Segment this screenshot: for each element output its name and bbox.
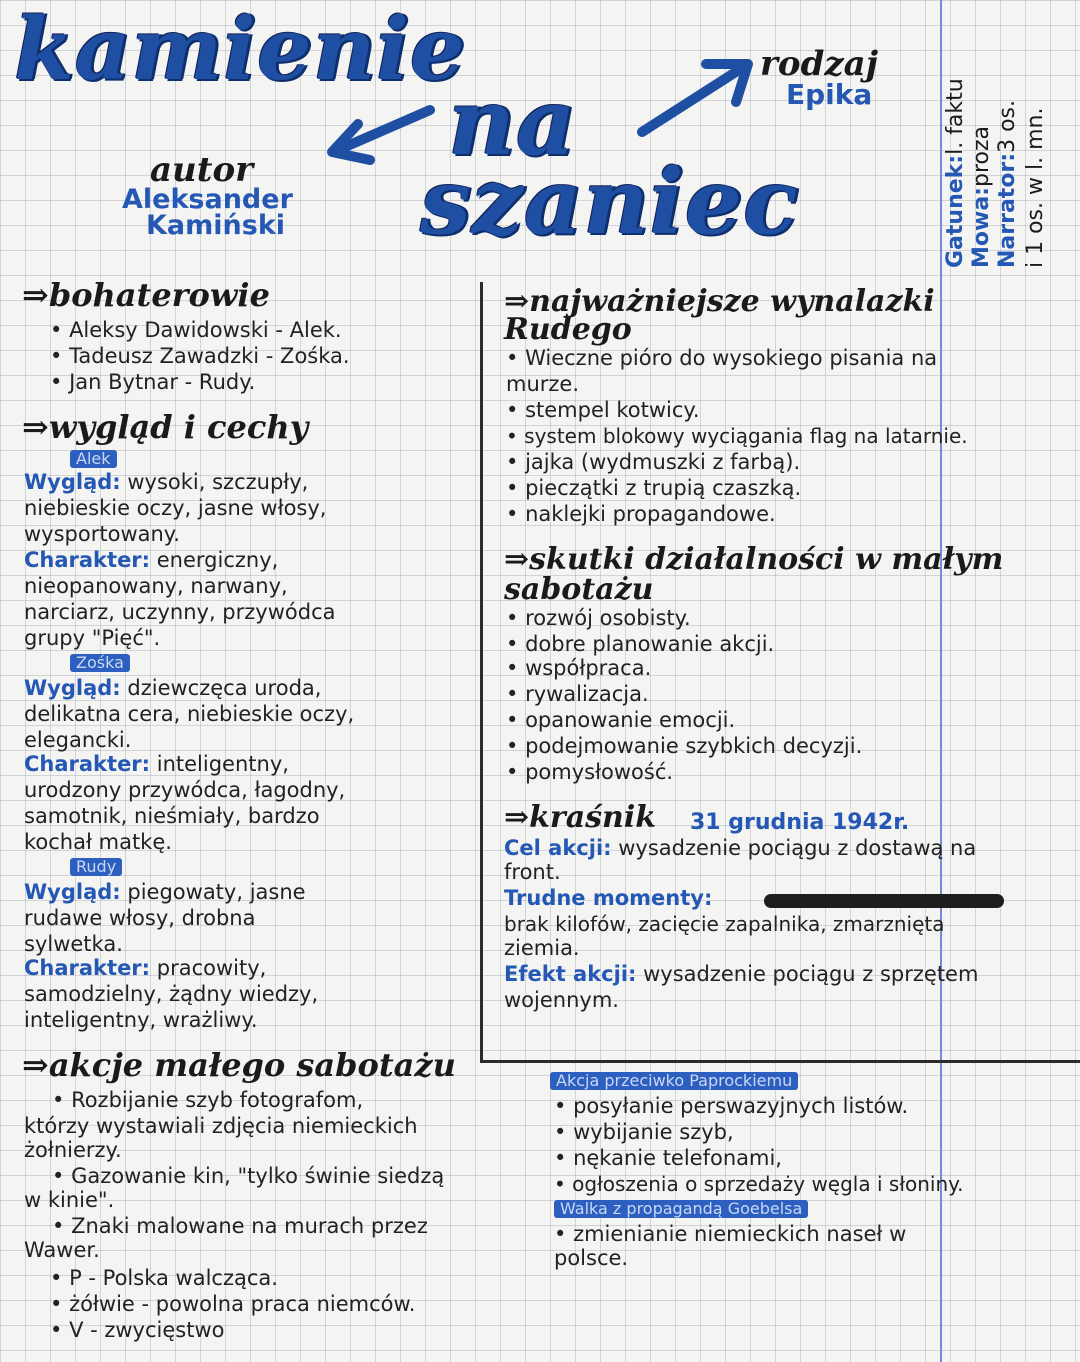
- krasnik-date: 31 grudnia 1942r.: [690, 810, 910, 835]
- skutki-heading: ⇒skutki działalności w małym: [504, 542, 1004, 577]
- skutki-item: • rywalizacja.: [506, 682, 649, 706]
- alek-look-line: Wygląd: wysoki, szczupły,: [24, 470, 309, 494]
- akcje-line: żołnierzy.: [24, 1138, 122, 1162]
- author-name-line1: Aleksander: [122, 184, 293, 215]
- alek-char-line: Charakter: energiczny,: [24, 548, 279, 572]
- tag-zoska: Zośka: [70, 654, 130, 672]
- skutki-item: • podejmowanie szybkich decyzji.: [506, 734, 863, 758]
- wyglad-heading: ⇒wygląd i cechy: [22, 408, 309, 446]
- skutki-item: • rozwój osobisty.: [506, 606, 691, 630]
- krasnik-efekt-line: Efekt akcji: wysadzenie pociągu z sprzętem: [504, 962, 979, 986]
- akcje-heading: ⇒akcje małego sabotażu: [22, 1046, 456, 1084]
- wynalazki-item: • Wieczne pióro do wysokiego pisania na: [506, 346, 938, 370]
- zoska-char-line: samotnik, nieśmiały, bardzo: [24, 804, 320, 828]
- rudy-char-line: inteligentny, wrażliwy.: [24, 1008, 258, 1032]
- bohaterowie-heading: ⇒bohaterowie: [22, 276, 270, 314]
- rudy-char-line: samodzielny, żądny wiedzy,: [24, 982, 319, 1006]
- propaganda-item: • zmienianie niemieckich naseł w: [554, 1222, 907, 1246]
- skutki-item: • pomysłowość.: [506, 760, 674, 784]
- tag-alek: Alek: [70, 450, 117, 468]
- krasnik-cel-line: front.: [504, 860, 561, 884]
- genre-value: Epika: [786, 78, 873, 111]
- side-note-narrator-value: 3 os.: [995, 100, 1020, 153]
- rudy-look-line: sylwetka.: [24, 932, 123, 956]
- side-note-gatunek-value: l. faktu: [943, 78, 968, 155]
- side-note-mowa: [970, 126, 994, 268]
- tag-paprocki: Akcja przeciwko Paprockiemu: [550, 1072, 798, 1090]
- column-divider: [480, 282, 483, 1062]
- crossed-out-scribble: [764, 894, 1004, 908]
- akcje-sub-item: • P - Polska walcząca.: [50, 1266, 278, 1290]
- side-note-mowa-value: proza: [969, 126, 994, 188]
- list-item: • Aleksy Dawidowski - Alek.: [50, 318, 342, 342]
- zoska-look-line: Wygląd: dziewczęca uroda,: [24, 676, 322, 700]
- arrow-right-icon: [632, 52, 762, 142]
- akcje-sub-item: • żółwie - powolna praca niemców.: [50, 1292, 416, 1316]
- akcje-sub-item: • V - zwycięstwo: [50, 1318, 225, 1342]
- wynalazki-heading: ⇒najważniejsze wynalazki: [504, 284, 935, 319]
- paprocki-item: • posyłanie perswazyjnych listów.: [554, 1094, 909, 1118]
- tag-propaganda: Walka z propagandą Goebelsa: [554, 1200, 808, 1218]
- propaganda-item: polsce.: [554, 1246, 629, 1270]
- rudy-look-line: rudawe włosy, drobna: [24, 906, 256, 930]
- side-note-narrator: [996, 100, 1020, 268]
- zoska-look-line: delikatna cera, niebieskie oczy,: [24, 702, 355, 726]
- zoska-look-line: elegancki.: [24, 728, 132, 752]
- zoska-char-line: kochał matkę.: [24, 830, 172, 854]
- zoska-char-line: Charakter: inteligentny,: [24, 752, 289, 776]
- wynalazki-item: • naklejki propagandowe.: [506, 502, 776, 526]
- paprocki-item: • wybijanie szyb,: [554, 1120, 734, 1144]
- krasnik-cel-line: Cel akcji: wysadzenie pociągu z dostawą na: [504, 836, 977, 860]
- krasnik-trudne-label-line: Trudne momenty:: [504, 886, 713, 910]
- skutki-item: • opanowanie emocji.: [506, 708, 736, 732]
- alek-char-line: grupy "Pięć".: [24, 626, 161, 650]
- rudy-look-line: Wygląd: piegowaty, jasne: [24, 880, 306, 904]
- tag-rudy: Rudy: [70, 858, 122, 876]
- akcje-line: • Znaki malowane na murach przez: [52, 1214, 428, 1238]
- alek-look-line: niebieskie oczy, jasne włosy,: [24, 496, 327, 520]
- akcje-line: w kinie".: [24, 1188, 115, 1212]
- akcje-line: • Gazowanie kin, "tylko świnie siedzą: [52, 1164, 445, 1188]
- wynalazki-item: • jajka (wydmuszki z farbą).: [506, 450, 801, 474]
- rudy-char-line: Charakter: pracowity,: [24, 956, 267, 980]
- skutki-item: • dobre planowanie akcji.: [506, 632, 775, 656]
- wynalazki-item: • stempel kotwicy.: [506, 398, 700, 422]
- list-item: • Jan Bytnar - Rudy.: [50, 370, 256, 394]
- wynalazki-item: • system blokowy wyciągania flag na latarnie.: [506, 424, 968, 448]
- side-notes-margin-line: [940, 0, 942, 1362]
- arrow-left-icon: [318, 98, 438, 168]
- krasnik-trudne-line: ziemia.: [504, 936, 580, 960]
- alek-look-line: wysportowany.: [24, 522, 180, 546]
- krasnik-efekt-line: wojennym.: [504, 988, 619, 1012]
- paprocki-item: • ogłoszenia o sprzedaży węgla i słoniny.: [554, 1172, 964, 1196]
- paprocki-item: • nękanie telefonami,: [554, 1146, 782, 1170]
- title-word-na: na: [448, 68, 577, 176]
- author-name-line2: Kamiński: [146, 210, 286, 241]
- krasnik-trudne-line: brak kilofów, zacięcie zapalnika, zmarznięta: [504, 912, 945, 936]
- row-divider: [480, 1060, 1080, 1063]
- side-note-mowa-label: Mowa:: [969, 187, 994, 268]
- side-note-narrator-extra: i 1 os. w l. mn.: [1023, 107, 1048, 268]
- zoska-char-line: urodzony przywódca, łagodny,: [24, 778, 346, 802]
- skutki-item: • współpraca.: [506, 656, 652, 680]
- akcje-line: • Rozbijanie szyb fotografom,: [52, 1088, 364, 1112]
- title-word-szaniec: szaniec: [420, 149, 799, 255]
- akcje-line: Wawer.: [24, 1238, 100, 1262]
- wynalazki-item: • pieczątki z trupią czaszką.: [506, 476, 802, 500]
- alek-char-line: narciarz, uczynny, przywódca: [24, 600, 336, 624]
- genre-label: rodzaj: [760, 44, 879, 84]
- wynalazki-heading-line2: Rudego: [504, 312, 632, 347]
- side-note-narrator-label: Narrator:: [995, 152, 1020, 268]
- wynalazki-item: murze.: [506, 372, 580, 396]
- author-label: autor: [150, 150, 254, 190]
- alek-char-line: nieopanowany, narwany,: [24, 574, 288, 598]
- title-word-kamienie: kamienie: [14, 0, 466, 100]
- krasnik-heading: ⇒kraśnik: [504, 800, 657, 835]
- list-item: • Tadeusz Zawadzki - Zośka.: [50, 344, 350, 368]
- side-note-gatunek-label: Gatunek:: [943, 154, 968, 268]
- akcje-line: którzy wystawiali zdjęcia niemieckich: [24, 1114, 418, 1138]
- skutki-heading-line2: sabotażu: [504, 572, 654, 607]
- side-note-gatunek: [944, 78, 968, 268]
